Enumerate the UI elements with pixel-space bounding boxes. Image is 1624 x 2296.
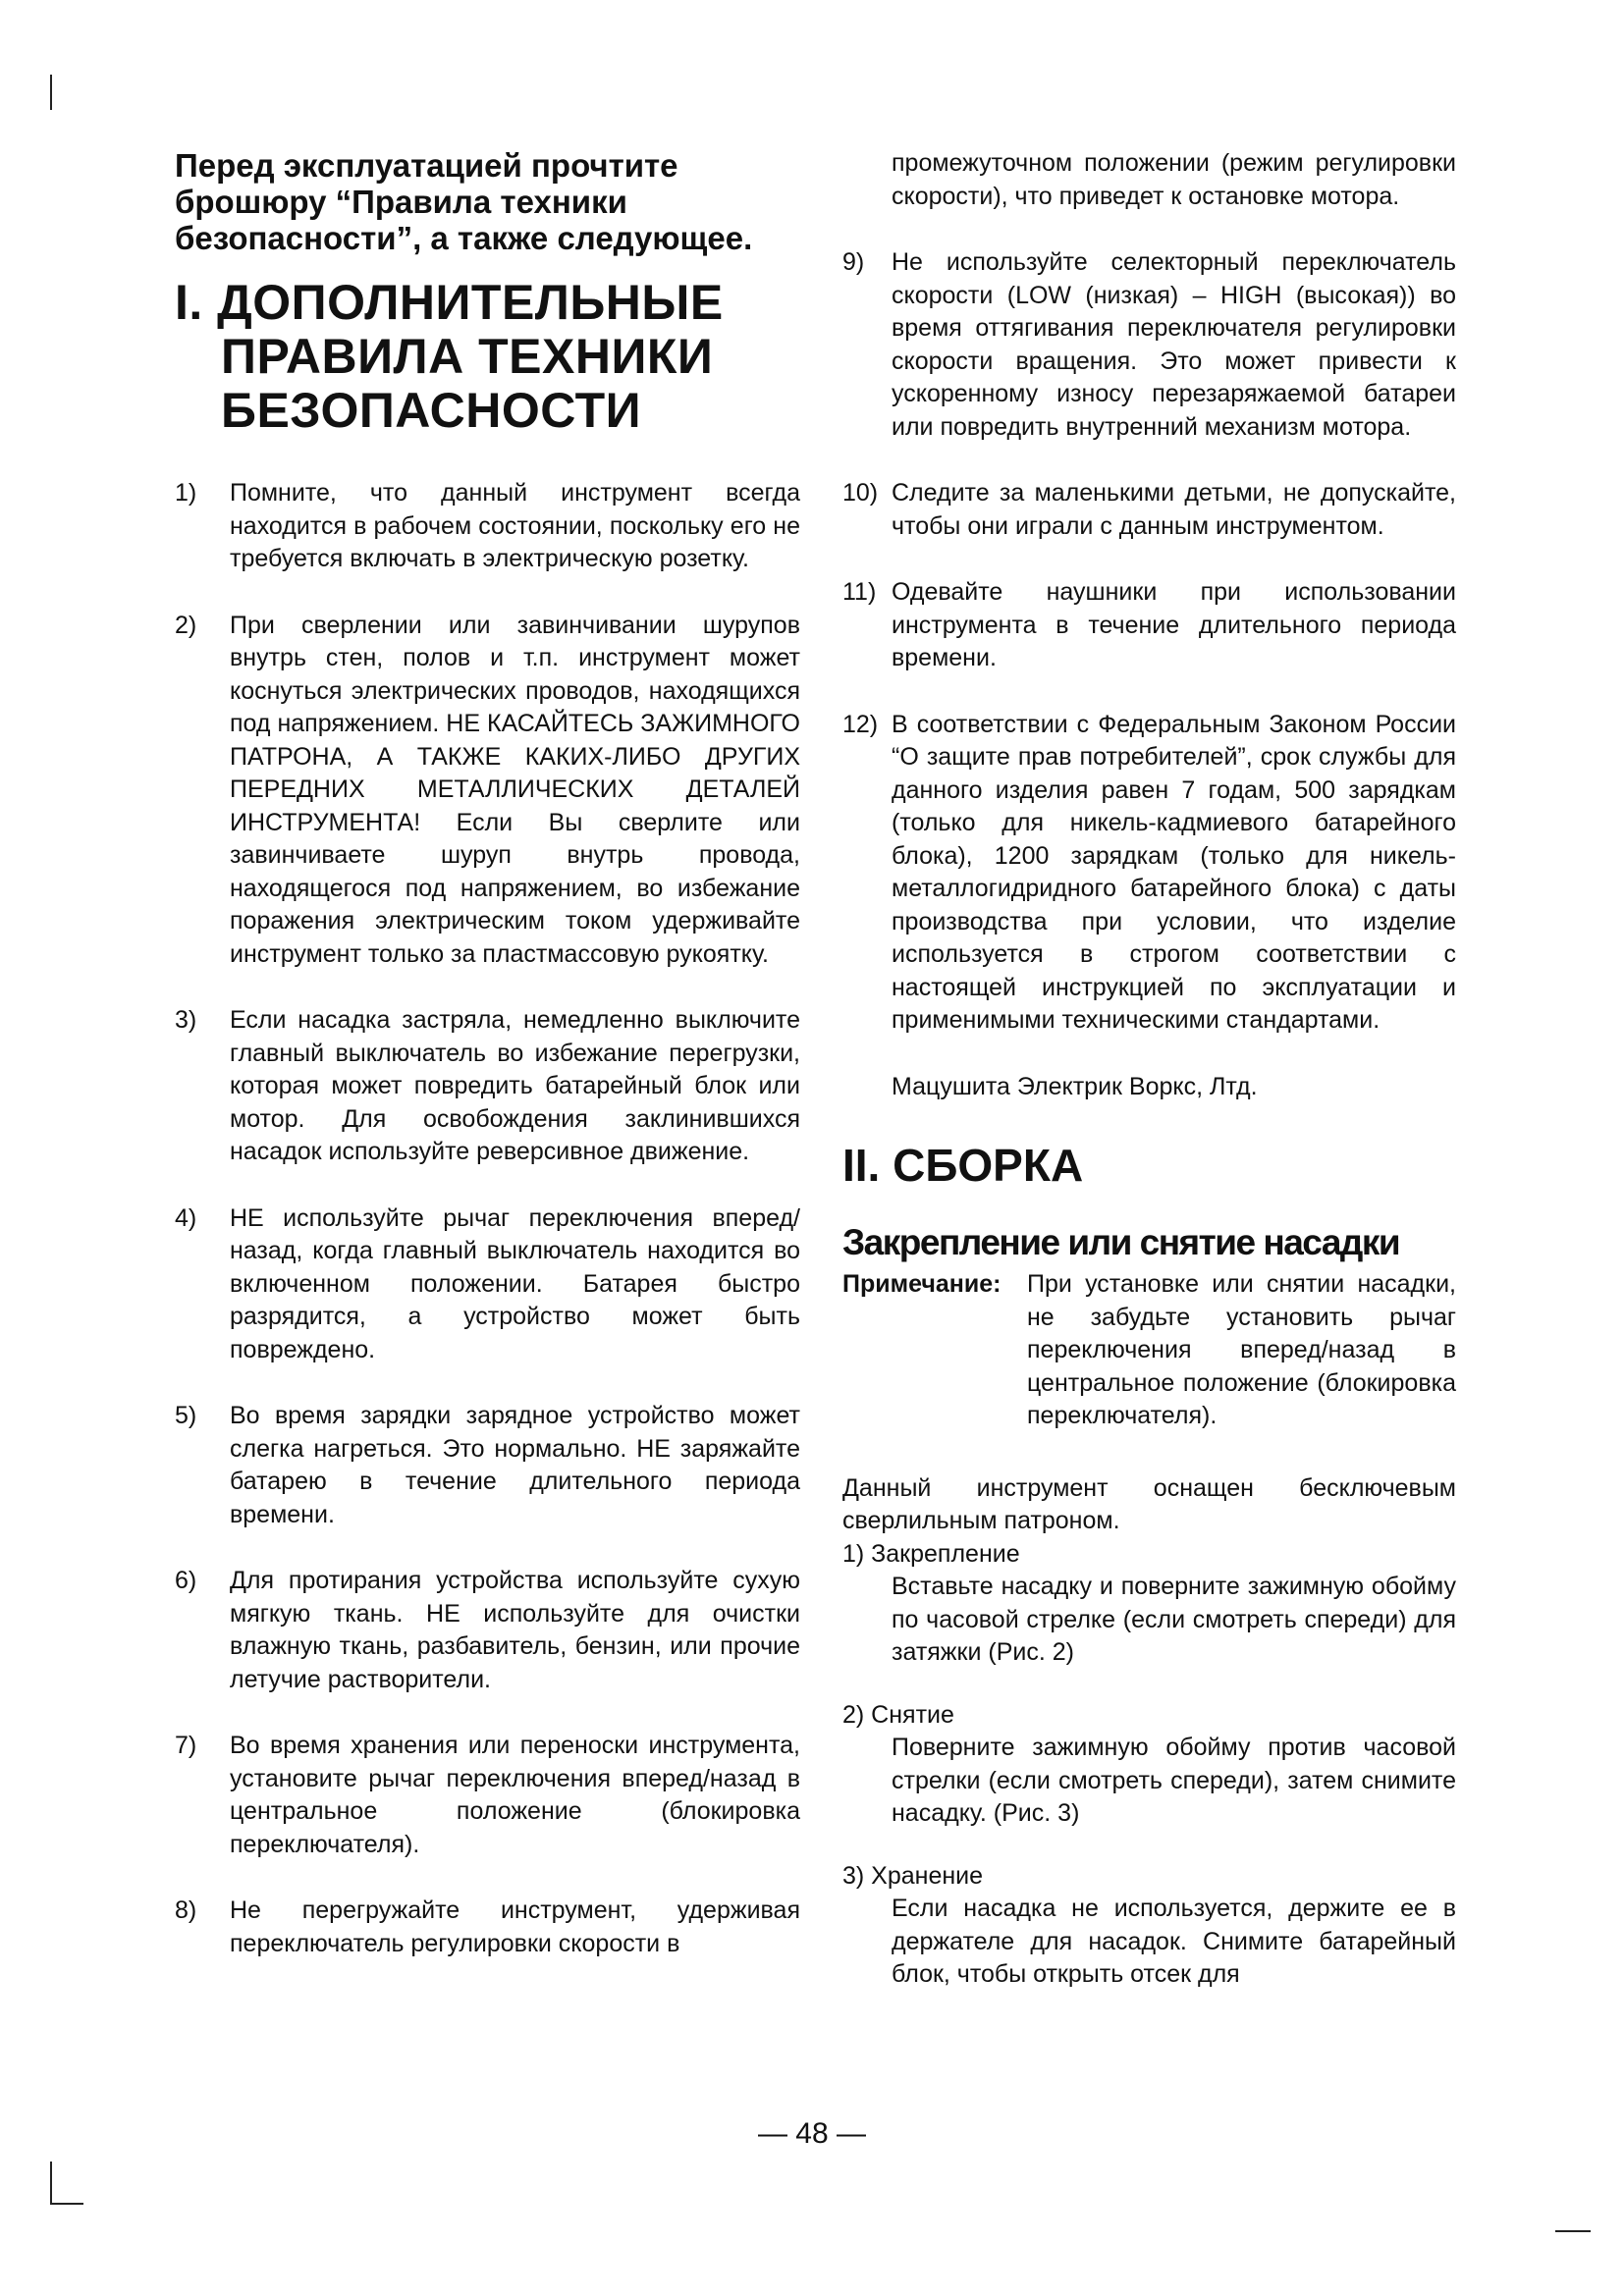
note-text: При установке или снятии насадки, не забудьте установить рычаг переключения вперед/назад в центральное положение (блокировка переключателя). [1027, 1270, 1456, 1429]
item-text: Не перегружайте инструмент, удерживая переключатель регулировки скорости в [230, 1896, 800, 1957]
item-text: При сверлении или завинчивании шурупов внутрь стен, полов и т.п. инструмент может коснуться электрических проводов, находящихся под напряжением. НЕ КАСАЙТЕСЬ ЗАЖИМНОГО ПАТРОНА, А ТАКЖЕ КАКИХ-ЛИБО ДРУГИХ ПЕРЕДНИХ МЕТАЛЛИЧЕСКИХ ДЕТАЛЕЙ ИНСТРУМЕНТА! Если Вы сверлите или завинчиваете шуруп внутрь провода, находящегося под напряжением, во избежание поражения электрическим током удерживайте инструмент только за пластмассовую рукоятку. [230, 611, 800, 968]
safety-item-2 [175, 610, 800, 972]
note-label: Примечание: [842, 1270, 1001, 1298]
step-2-text: Поверните зажимную обойму против часовой стрелки (если смотреть спереди), затем снимите насадку. (Рис. 3) [892, 1734, 1456, 1827]
section1-title-line1: I. ДОПОЛНИТЕЛЬНЫЕ [175, 275, 724, 330]
safety-item-9 [842, 246, 1456, 444]
step-3-text: Если насадка не используется, держите ее в держателе для насадок. Снимите батарейный блок, чтобы открыть отсек для [892, 1895, 1456, 1988]
step-1-text: Вставьте насадку и поверните зажимную обойму по часовой стрелке (если смотреть спереди) для затяжки (Рис. 2) [892, 1573, 1456, 1666]
crop-mark-bottom-left-vertical [50, 2162, 52, 2205]
safety-item-7 [175, 1730, 800, 1861]
safety-item-8 [175, 1895, 800, 1960]
safety-item-6 [175, 1565, 800, 1696]
section1-title-line2: ПРАВИЛА ТЕХНИКИ [221, 329, 714, 384]
safety-item-8-continued: промежуточном положении (режим регулировки скорости), что приведет к остановке мотора. [892, 149, 1456, 210]
item-number: 6) [175, 1567, 197, 1594]
item-number: 12) [842, 710, 879, 738]
step-2-title: 2) Снятие [842, 1700, 954, 1729]
item-number: 11) [842, 578, 877, 606]
item-text: Одевайте наушники при использовании инструмента в течение длительного периода времени. [892, 578, 1456, 671]
safety-item-5 [175, 1400, 800, 1531]
item-number: 8) [175, 1896, 197, 1924]
section2-subtitle: Закрепление или снятие насадки [842, 1222, 1400, 1262]
item-number: 5) [175, 1402, 197, 1429]
item-text: Во время зарядки зарядное устройство может слегка нагреться. Это нормально. НЕ заряжайте батарею в течение длительного периода времени. [230, 1402, 800, 1528]
section1-title [175, 276, 800, 438]
item-number: 2) [175, 611, 197, 639]
safety-item-10 [842, 477, 1456, 543]
item-text: Не используйте селекторный переключатель скорости (LOW (низкая) – HIGH (высокая)) во время оттягивания переключателя регулировки скорости вращения. Это может привести к ускоренному износу перезаряжаемой батареи или повредить внутренний механизм мотора. [892, 248, 1456, 441]
step-1-title: 1) Закрепление [842, 1539, 1020, 1568]
safety-item-1 [175, 477, 800, 576]
note-block [842, 1268, 1456, 1433]
item-number: 9) [842, 248, 865, 276]
item-number: 7) [175, 1732, 197, 1759]
item-text: В соответствии с Федеральным Законом России “О защите прав потребителей”, срок службы для данного изделия равен 7 годам, 500 зарядкам (только для никель-кадмиевого батарейного блока), 1200 зарядкам (только для никель-металлогидридного батарейного блока) с даты производства при условии, что изделие используется в строгом соответствии с настоящей инструкцией по эксплуатации и применимыми техническими стандартами. [892, 710, 1456, 1034]
crop-mark-bottom-left-horizontal [50, 2203, 83, 2205]
page-number: — 48 — [757, 2117, 867, 2150]
safety-item-12 [842, 709, 1456, 1038]
left-column [175, 147, 800, 1994]
crop-mark-bottom-right [1555, 2230, 1591, 2232]
item-text: Помните, что данный инструмент всегда находится в рабочем состоянии, поскольку его не требуется включать в электрическую розетку. [230, 479, 800, 572]
item-text: Для протирания устройства используйте сухую мягкую ткань. НЕ используйте для очистки влажную ткань, разбавитель, бензин, или прочие летучие растворители. [230, 1567, 800, 1693]
item-number: 4) [175, 1203, 197, 1232]
item-text: Во время хранения или переноски инструмента, установите рычаг переключения вперед/назад в центральное положение (блокировка переключателя). [230, 1732, 800, 1858]
manufacturer-signature: Мацушита Электрик Воркс, Лтд. [892, 1072, 1258, 1100]
item-number: 3) [175, 1006, 197, 1034]
safety-item-11 [842, 576, 1456, 675]
item-text: Следите за маленькими детьми, не допускайте, чтобы они играли с данным инструментом. [892, 479, 1456, 540]
safety-item-3 [175, 1004, 800, 1169]
section1-title-line3: БЕЗОПАСНОСТИ [221, 383, 642, 438]
safety-item-4 [175, 1202, 800, 1367]
section2-title: II. СБОРКА [842, 1140, 1084, 1191]
item-text: Если насадка застряла, немедленно выключите главный выключатель во избежание перегрузки, которая может повредить батарейный блок или мотор. Для освобождения заклинившихся насадок используйте реверсивное движение. [230, 1006, 800, 1165]
item-number: 10) [842, 479, 879, 507]
crop-mark-top-left [50, 75, 52, 110]
chuck-intro: Данный инструмент оснащен бесключевым сверлильным патроном. [842, 1473, 1456, 1534]
intro-notice: Перед эксплуатацией прочтите брошюру “Правила техники безопасности”, а также следующее. [175, 147, 753, 256]
right-column [842, 147, 1456, 1992]
step-3-title: 3) Хранение [842, 1861, 984, 1890]
item-number: 1) [175, 479, 197, 507]
item-text: НЕ используйте рычаг переключения вперед/назад, когда главный выключатель находится во включенном положении. Батарея быстро разрядится, а устройство может быть повреждено. [230, 1203, 800, 1363]
